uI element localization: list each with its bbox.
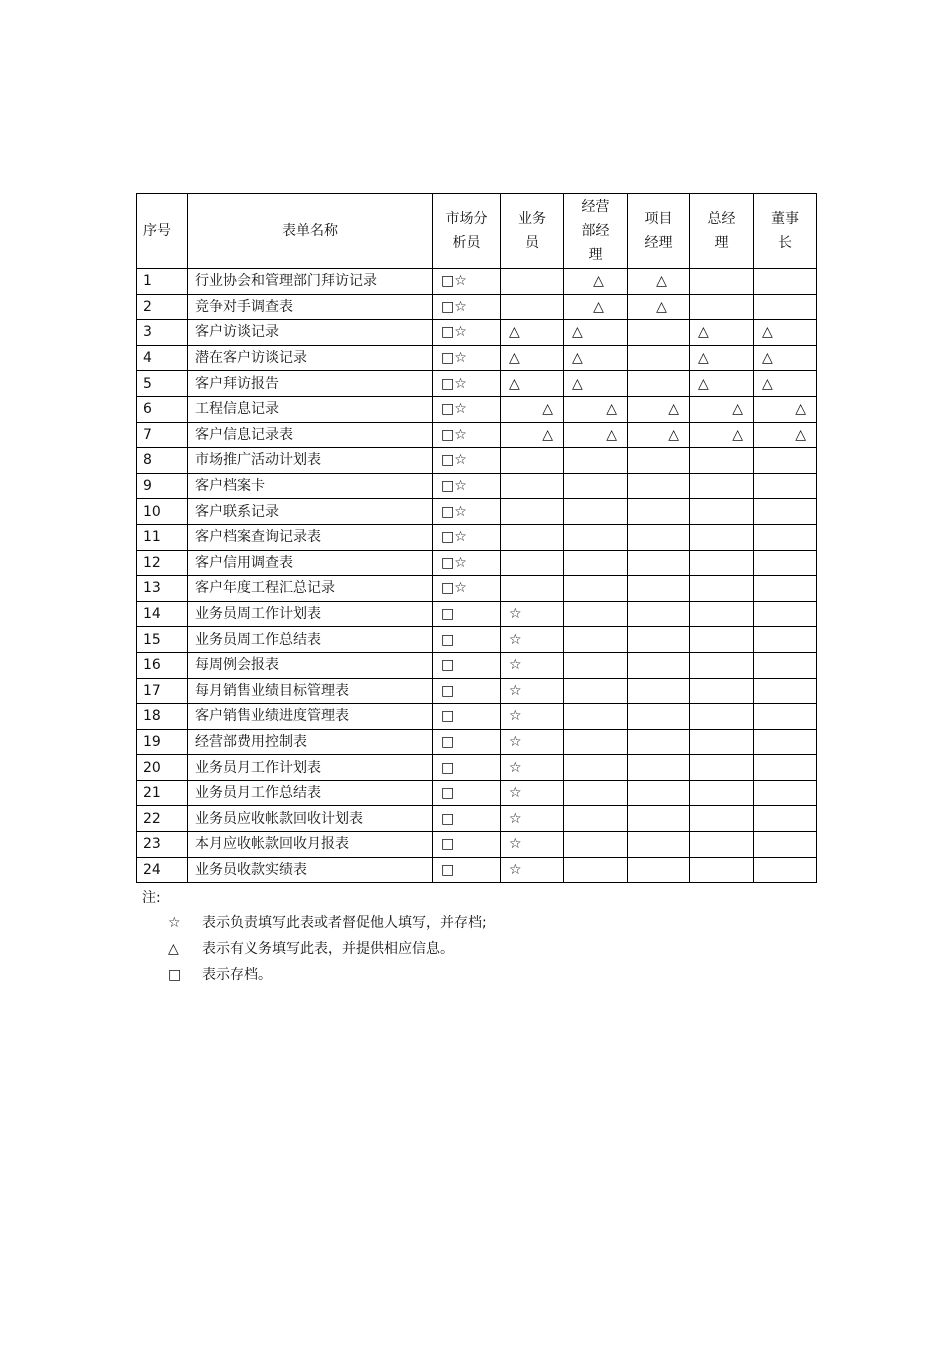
table-row <box>137 857 817 883</box>
form-name: 客户拜访报告 <box>188 371 433 397</box>
mark-cell-c2: △ <box>501 345 564 371</box>
mark-cell-c4: △ <box>628 422 690 448</box>
mark-cell-c6: △ <box>754 396 817 422</box>
table-row <box>137 320 817 346</box>
square-symbol: □ <box>168 967 182 983</box>
mark-cell-c5 <box>690 704 754 730</box>
table-row <box>137 806 817 832</box>
header-market-analyst-label: 市场分析员 <box>445 211 488 251</box>
row-number: 10 <box>137 499 188 525</box>
triangle-symbol: △ <box>168 941 179 957</box>
form-name: 客户档案查询记录表 <box>188 524 433 550</box>
mark-cell-c4 <box>628 857 690 883</box>
mark-cell-c4 <box>628 345 690 371</box>
mark-cell-c2 <box>501 294 564 320</box>
form-name: 业务员月工作计划表 <box>188 755 433 781</box>
form-name: 潜在客户访谈记录 <box>188 345 433 371</box>
note-text: 表示负责填写此表或者督促他人填写，并存档; <box>202 915 487 931</box>
table-row <box>137 499 817 525</box>
mark-cell-c2: ☆ <box>501 601 564 627</box>
form-name: 客户年度工程汇总记录 <box>188 576 433 602</box>
header-ops-manager-label: 经营部经理 <box>581 199 610 263</box>
mark-cell-c3 <box>564 576 628 602</box>
mark-cell-c2: ☆ <box>501 857 564 883</box>
mark-cell-c1: □☆ <box>433 422 501 448</box>
table-row <box>137 396 817 422</box>
header-project-manager <box>628 194 690 269</box>
forms-responsibility-table <box>136 193 817 883</box>
mark-cell-c1: □ <box>433 652 501 678</box>
mark-cell-c3 <box>564 729 628 755</box>
mark-cell-c3 <box>564 499 628 525</box>
mark-cell-c1: □☆ <box>433 448 501 474</box>
row-number: 12 <box>137 550 188 576</box>
table-body <box>137 269 817 883</box>
mark-cell-c3: △ <box>564 371 628 397</box>
mark-cell-c5 <box>690 678 754 704</box>
mark-cell-c1: □ <box>433 806 501 832</box>
form-name: 客户档案卡 <box>188 473 433 499</box>
mark-cell-c4 <box>628 652 690 678</box>
form-name: 本月应收帐款回收月报表 <box>188 832 433 858</box>
mark-cell-c4 <box>628 780 690 806</box>
mark-cell-c2: ☆ <box>501 729 564 755</box>
table-row <box>137 448 817 474</box>
mark-cell-c1: □☆ <box>433 294 501 320</box>
table-row <box>137 269 817 295</box>
mark-cell-c6 <box>754 857 817 883</box>
mark-cell-c5 <box>690 729 754 755</box>
table-row <box>137 704 817 730</box>
mark-cell-c3 <box>564 627 628 653</box>
table-row <box>137 422 817 448</box>
mark-cell-c4: △ <box>628 396 690 422</box>
mark-cell-c3 <box>564 755 628 781</box>
mark-cell-c4: △ <box>628 269 690 295</box>
mark-cell-c1: □ <box>433 857 501 883</box>
mark-cell-c2 <box>501 473 564 499</box>
mark-cell-c4 <box>628 755 690 781</box>
mark-cell-c6 <box>754 806 817 832</box>
mark-cell-c1: □☆ <box>433 524 501 550</box>
mark-cell-c3: △ <box>564 345 628 371</box>
mark-cell-c6 <box>754 473 817 499</box>
mark-cell-c3 <box>564 806 628 832</box>
mark-cell-c3 <box>564 678 628 704</box>
mark-cell-c4 <box>628 524 690 550</box>
mark-cell-c6 <box>754 269 817 295</box>
mark-cell-c5 <box>690 806 754 832</box>
form-name: 业务员收款实绩表 <box>188 857 433 883</box>
header-no: 序号 <box>137 194 188 269</box>
mark-cell-c3: △ <box>564 396 628 422</box>
note-text: 表示有义务填写此表，并提供相应信息。 <box>202 941 454 957</box>
header-salesman-label: 业务员 <box>518 211 546 251</box>
table-row <box>137 371 817 397</box>
table-row <box>137 550 817 576</box>
row-number: 21 <box>137 780 188 806</box>
row-number: 18 <box>137 704 188 730</box>
mark-cell-c1: □☆ <box>433 320 501 346</box>
form-name: 竞争对手调查表 <box>188 294 433 320</box>
mark-cell-c5 <box>690 601 754 627</box>
mark-cell-c6 <box>754 729 817 755</box>
mark-cell-c2: ☆ <box>501 652 564 678</box>
mark-cell-c1: □ <box>433 755 501 781</box>
table-row <box>137 729 817 755</box>
mark-cell-c3 <box>564 473 628 499</box>
mark-cell-c5 <box>690 448 754 474</box>
mark-cell-c5: △ <box>690 371 754 397</box>
table-row <box>137 755 817 781</box>
mark-cell-c6: △ <box>754 422 817 448</box>
form-name: 客户信用调查表 <box>188 550 433 576</box>
mark-cell-c5 <box>690 576 754 602</box>
mark-cell-c1: □☆ <box>433 473 501 499</box>
mark-cell-c1: □☆ <box>433 269 501 295</box>
mark-cell-c6 <box>754 652 817 678</box>
mark-cell-c6 <box>754 448 817 474</box>
mark-cell-c6 <box>754 499 817 525</box>
header-form-name: 表单名称 <box>188 194 433 269</box>
form-name: 客户访谈记录 <box>188 320 433 346</box>
mark-cell-c1: □ <box>433 780 501 806</box>
header-chairman <box>754 194 817 269</box>
mark-cell-c6 <box>754 294 817 320</box>
mark-cell-c3 <box>564 550 628 576</box>
header-project-manager-label: 项目经理 <box>644 211 673 251</box>
mark-cell-c4 <box>628 704 690 730</box>
mark-cell-c1: □☆ <box>433 550 501 576</box>
form-name: 经营部费用控制表 <box>188 729 433 755</box>
row-number: 14 <box>137 601 188 627</box>
row-number: 16 <box>137 652 188 678</box>
mark-cell-c4 <box>628 550 690 576</box>
mark-cell-c4 <box>628 729 690 755</box>
table-row <box>137 294 817 320</box>
mark-cell-c3 <box>564 832 628 858</box>
mark-cell-c5 <box>690 269 754 295</box>
mark-cell-c4 <box>628 320 690 346</box>
mark-cell-c2 <box>501 524 564 550</box>
mark-cell-c3: △ <box>564 294 628 320</box>
mark-cell-c3 <box>564 652 628 678</box>
mark-cell-c5 <box>690 832 754 858</box>
row-number: 8 <box>137 448 188 474</box>
mark-cell-c2 <box>501 576 564 602</box>
mark-cell-c2: △ <box>501 422 564 448</box>
form-name: 市场推广活动计划表 <box>188 448 433 474</box>
mark-cell-c2: ☆ <box>501 755 564 781</box>
form-name: 行业协会和管理部门拜访记录 <box>188 269 433 295</box>
row-number: 20 <box>137 755 188 781</box>
mark-cell-c4 <box>628 448 690 474</box>
mark-cell-c6 <box>754 576 817 602</box>
mark-cell-c5: △ <box>690 320 754 346</box>
mark-cell-c3 <box>564 704 628 730</box>
mark-cell-c2 <box>501 550 564 576</box>
mark-cell-c3 <box>564 524 628 550</box>
note-item <box>142 910 487 936</box>
header-salesman <box>501 194 564 269</box>
header-general-manager-label: 总经理 <box>707 211 736 251</box>
mark-cell-c3 <box>564 601 628 627</box>
mark-cell-c2: △ <box>501 320 564 346</box>
table-row <box>137 627 817 653</box>
mark-cell-c2 <box>501 499 564 525</box>
mark-cell-c1: □ <box>433 704 501 730</box>
form-name: 业务员周工作总结表 <box>188 627 433 653</box>
row-number: 24 <box>137 857 188 883</box>
note-item <box>142 936 487 962</box>
header-market-analyst <box>433 194 501 269</box>
mark-cell-c2 <box>501 448 564 474</box>
mark-cell-c4 <box>628 806 690 832</box>
mark-cell-c1: □☆ <box>433 345 501 371</box>
mark-cell-c1: □☆ <box>433 499 501 525</box>
mark-cell-c4 <box>628 371 690 397</box>
mark-cell-c3: △ <box>564 422 628 448</box>
mark-cell-c2: ☆ <box>501 627 564 653</box>
table-row <box>137 780 817 806</box>
mark-cell-c6 <box>754 550 817 576</box>
row-number: 13 <box>137 576 188 602</box>
mark-cell-c6 <box>754 780 817 806</box>
mark-cell-c5 <box>690 627 754 653</box>
header-chairman-label: 董事长 <box>771 211 799 251</box>
form-name: 客户联系记录 <box>188 499 433 525</box>
table-row <box>137 678 817 704</box>
note-item <box>142 962 487 988</box>
mark-cell-c5: △ <box>690 422 754 448</box>
mark-cell-c6: △ <box>754 371 817 397</box>
mark-cell-c1: □☆ <box>433 396 501 422</box>
header-general-manager <box>690 194 754 269</box>
star-symbol: ☆ <box>168 915 181 931</box>
mark-cell-c5 <box>690 294 754 320</box>
mark-cell-c2: ☆ <box>501 678 564 704</box>
mark-cell-c2: △ <box>501 371 564 397</box>
mark-cell-c6 <box>754 704 817 730</box>
mark-cell-c4 <box>628 601 690 627</box>
note-text: 表示存档。 <box>202 967 272 983</box>
mark-cell-c5 <box>690 473 754 499</box>
mark-cell-c5 <box>690 780 754 806</box>
form-name: 业务员周工作计划表 <box>188 601 433 627</box>
mark-cell-c1: □☆ <box>433 576 501 602</box>
mark-cell-c6 <box>754 832 817 858</box>
mark-cell-c5 <box>690 524 754 550</box>
row-number: 19 <box>137 729 188 755</box>
row-number: 11 <box>137 524 188 550</box>
mark-cell-c1: □ <box>433 832 501 858</box>
mark-cell-c2: △ <box>501 396 564 422</box>
mark-cell-c3 <box>564 780 628 806</box>
mark-cell-c4 <box>628 473 690 499</box>
mark-cell-c1: □ <box>433 729 501 755</box>
mark-cell-c4 <box>628 576 690 602</box>
table-row <box>137 832 817 858</box>
row-number: 15 <box>137 627 188 653</box>
table-row <box>137 652 817 678</box>
table-row <box>137 524 817 550</box>
mark-cell-c6 <box>754 755 817 781</box>
form-name: 每周例会报表 <box>188 652 433 678</box>
form-name: 业务员应收帐款回收计划表 <box>188 806 433 832</box>
mark-cell-c4 <box>628 627 690 653</box>
mark-cell-c1: □ <box>433 627 501 653</box>
mark-cell-c1: □ <box>433 601 501 627</box>
mark-cell-c6 <box>754 678 817 704</box>
mark-cell-c1: □ <box>433 678 501 704</box>
mark-cell-c3 <box>564 448 628 474</box>
mark-cell-c5 <box>690 499 754 525</box>
form-name: 每月销售业绩目标管理表 <box>188 678 433 704</box>
row-number: 4 <box>137 345 188 371</box>
row-number: 23 <box>137 832 188 858</box>
mark-cell-c5 <box>690 755 754 781</box>
form-name: 业务员月工作总结表 <box>188 780 433 806</box>
form-name: 工程信息记录 <box>188 396 433 422</box>
table-row <box>137 601 817 627</box>
mark-cell-c5 <box>690 857 754 883</box>
row-number: 7 <box>137 422 188 448</box>
table-row <box>137 473 817 499</box>
mark-cell-c2: ☆ <box>501 832 564 858</box>
mark-cell-c5 <box>690 652 754 678</box>
mark-cell-c3 <box>564 857 628 883</box>
mark-cell-c3: △ <box>564 269 628 295</box>
mark-cell-c4 <box>628 832 690 858</box>
row-number: 1 <box>137 269 188 295</box>
row-number: 6 <box>137 396 188 422</box>
mark-cell-c6 <box>754 627 817 653</box>
mark-cell-c4 <box>628 499 690 525</box>
mark-cell-c4: △ <box>628 294 690 320</box>
mark-cell-c6: △ <box>754 320 817 346</box>
table-row <box>137 576 817 602</box>
mark-cell-c6: △ <box>754 345 817 371</box>
table-header <box>137 194 817 269</box>
row-number: 9 <box>137 473 188 499</box>
row-number: 17 <box>137 678 188 704</box>
mark-cell-c3: △ <box>564 320 628 346</box>
mark-cell-c5 <box>690 550 754 576</box>
table-row <box>137 345 817 371</box>
mark-cell-c2: ☆ <box>501 780 564 806</box>
mark-cell-c6 <box>754 601 817 627</box>
mark-cell-c6 <box>754 524 817 550</box>
mark-cell-c5: △ <box>690 396 754 422</box>
row-number: 3 <box>137 320 188 346</box>
mark-cell-c5: △ <box>690 345 754 371</box>
mark-cell-c1: □☆ <box>433 371 501 397</box>
notes-section <box>142 886 487 988</box>
header-ops-manager <box>564 194 628 269</box>
mark-cell-c2: ☆ <box>501 806 564 832</box>
mark-cell-c2: ☆ <box>501 704 564 730</box>
mark-cell-c2 <box>501 269 564 295</box>
form-name: 客户销售业绩进度管理表 <box>188 704 433 730</box>
notes-title: 注: <box>142 890 161 906</box>
mark-cell-c4 <box>628 678 690 704</box>
row-number: 22 <box>137 806 188 832</box>
row-number: 2 <box>137 294 188 320</box>
form-name: 客户信息记录表 <box>188 422 433 448</box>
row-number: 5 <box>137 371 188 397</box>
